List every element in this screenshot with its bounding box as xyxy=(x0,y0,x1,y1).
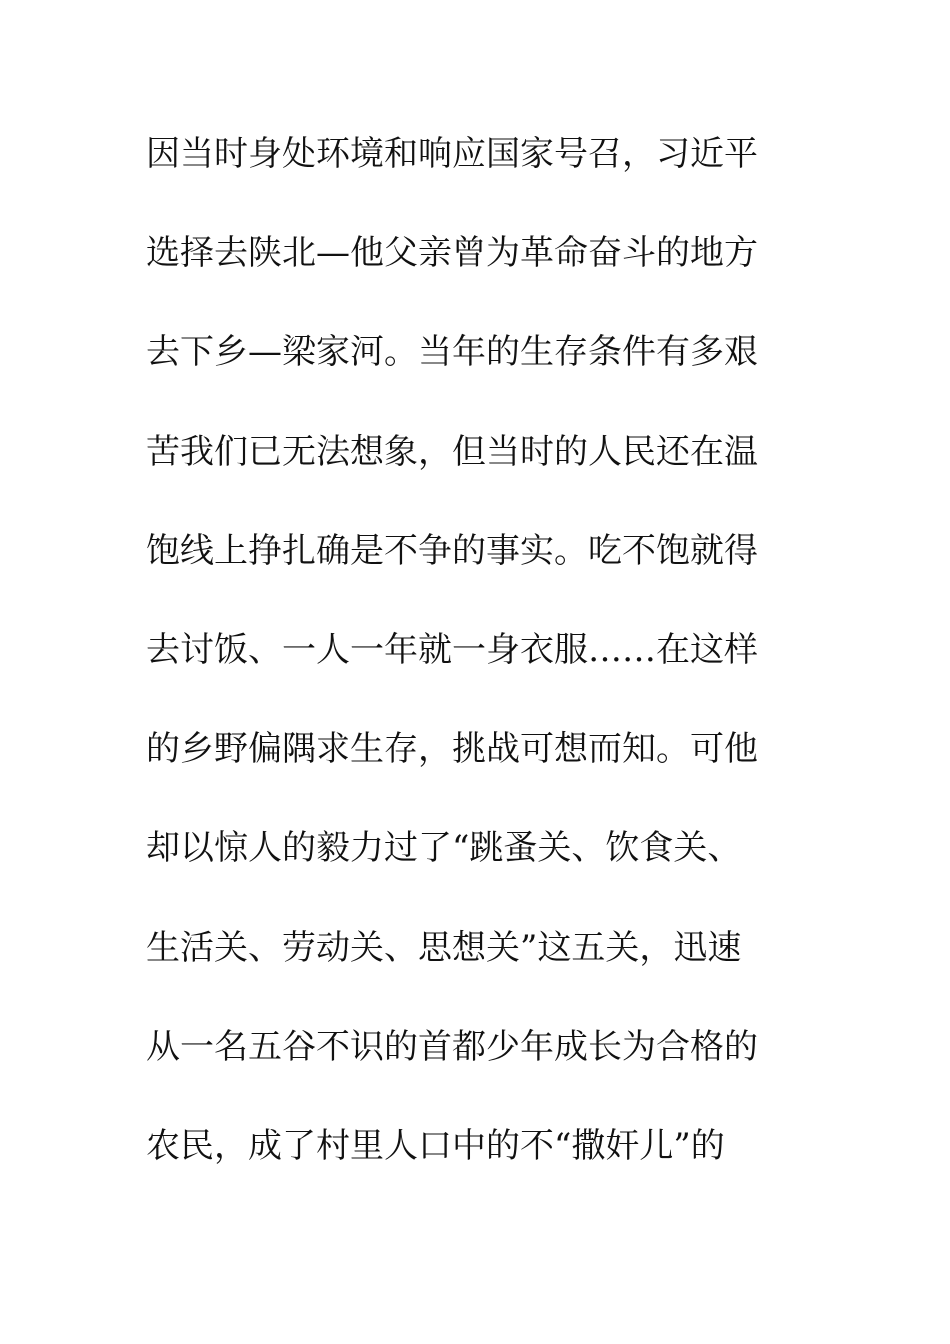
text-line: 去下乡—梁家河。当年的生存条件有多艰 xyxy=(146,332,758,373)
body-text xyxy=(146,126,786,1217)
text-line: 从一名五谷不识的首都少年成长为合格的 xyxy=(146,1026,758,1067)
text-line: 去讨饭、一人一年就一身衣服……在这样 xyxy=(146,629,758,670)
text-line: 苦我们已无法想象，但当时的人民还在温 xyxy=(146,431,758,472)
text-line: 的乡野偏隅求生存，挑战可想而知。可他 xyxy=(146,729,758,770)
text-line: 饱线上挣扎确是不争的事实。吃不饱就得 xyxy=(146,530,758,571)
text-line: 选择去陕北—他父亲曾为革命奋斗的地方 xyxy=(146,233,758,274)
text-line: 生活关、劳动关、思想关”这五关，迅速 xyxy=(146,927,742,968)
text-line: 却以惊人的毅力过了“跳蚤关、饮食关、 xyxy=(146,828,742,869)
text-line: 农民，成了村里人口中的不“撒奸儿”的 xyxy=(146,1125,725,1166)
text-line: 因当时身处环境和响应国家号召，习近平 xyxy=(146,134,758,174)
